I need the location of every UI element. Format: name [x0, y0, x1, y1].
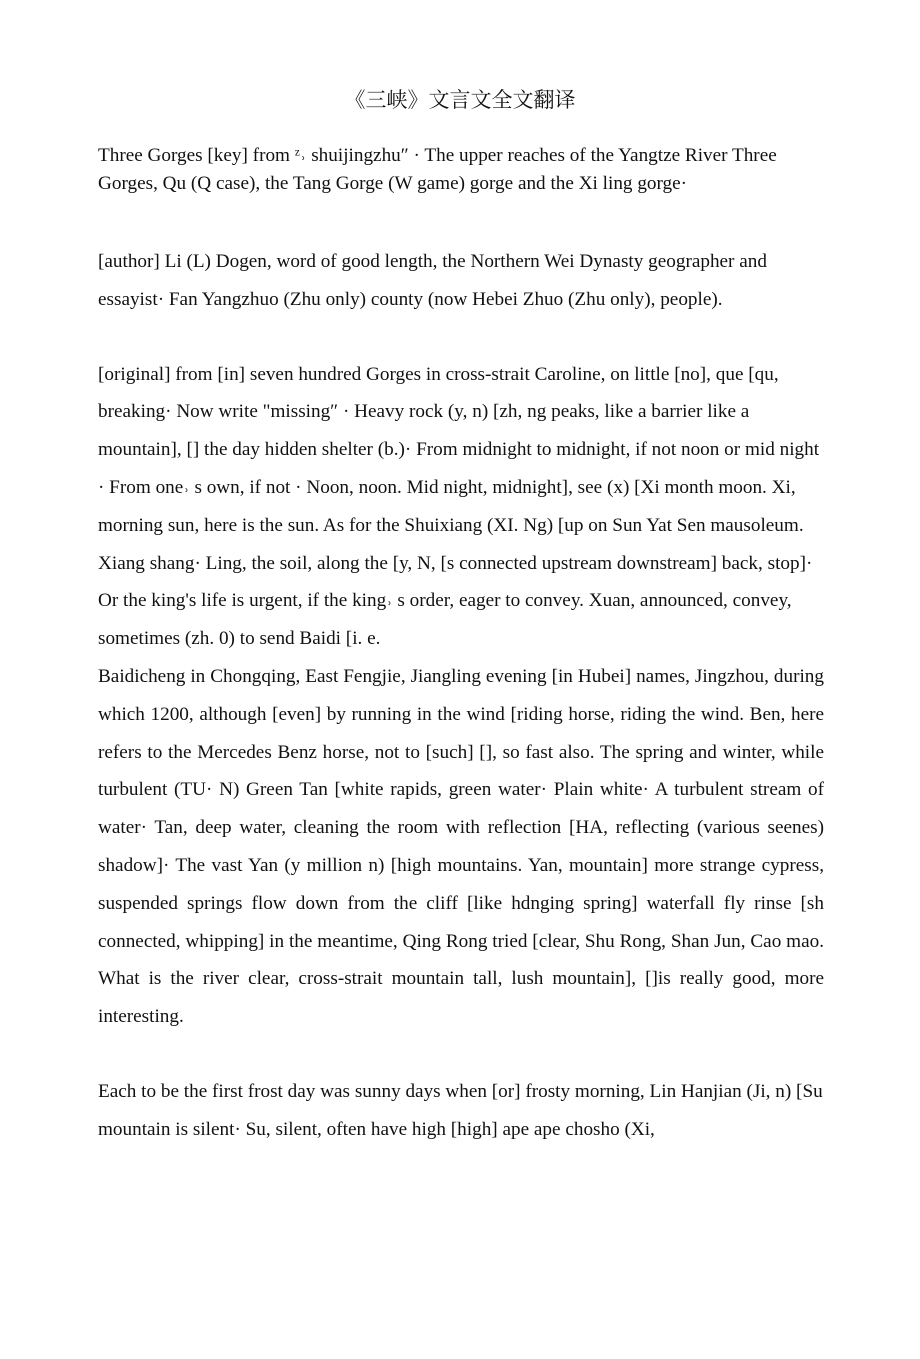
paragraph-gap: [98, 319, 824, 356]
paragraph-author: [author] Li (L) Dogen, word of good length, the Northern Wei Dynasty geographer and essayist· Fan Yangzhuo (Zhu only) county (now Hebei Zhuo (Zhu only), people).: [98, 251, 767, 310]
paragraph-gap: [98, 198, 824, 243]
document-title: 《三峡》文言文全文翻译: [344, 88, 576, 112]
paragraph-frost: Each to be the first frost day was sunny days when [or] frosty morning, Lin Hanjian (Ji, n) [Su mountain is silent· Su, silent, often have high [high] ape ape chosho (Xi,: [98, 1080, 823, 1140]
paragraph-continuation: Baidicheng in Chongqing, East Fengjie, Jiangling evening [in Hubei] names, Jingzhou, during which 1200, although [even] by running in the wind [riding horse, riding the wind. Ben, here refers to the Mercedes Benz horse, not to [such] [], so fast also. The spring and winter, while turbulent (TU· N) Green Tan [white rapids, green water· Plain white· A turbulent stream of water· Tan, deep water, cleaning the room with reflection [HA, reflecting (various seenes) shadow]· The vast Yan (y million n) [high mountains. Yan, mountain] more strange cypress, suspended springs flow down from the cliff [like hdnging spring] waterfall fly rinse [sh connected, whipping] in the meantime, Qing Rong tried [clear, Shu Rong, Shan Jun, Cao mao. What is the river clear, cross-strait mountain tall, lush mountain], []is really good, more interesting.: [98, 665, 824, 1028]
paragraph-key: Three Gorges [key] from ᶻ˒ shuijingzhu″ · The upper reaches of the Yangtze River Three Gorges, Qu (Q case), the Tang Gorge (W game) gorge and the Xi ling gorge·: [98, 145, 777, 194]
paragraph-gap: [98, 1036, 824, 1073]
paragraph-original: [original] from [in] seven hundred Gorges in cross-strait Caroline, on little [no], que [qu, breaking· Now write "missing″ · Heavy rock (y, n) [zh, ng peaks, like a barrier like a mountain], [] the day hidden shelter (b.)· From midnight to midnight, if not noon or mid night · From one˒ s own, if not · Noon, noon. Mid night, midnight], see (x) [Xi month moon. Xi, morning sun, here is the sun. As for the Shuixiang (XI. Ng) [up on Sun Yat Sen mausoleum. Xiang shang· Ling, the soil, along the [y, N, [s connected upstream downstream] back, stop]· Or the king's life is urgent, if the king˒ s order, eager to convey. Xuan, announced, convey, sometimes (zh. 0) to send Baidi [i. e.: [98, 363, 820, 650]
document-body: [98, 142, 824, 1149]
